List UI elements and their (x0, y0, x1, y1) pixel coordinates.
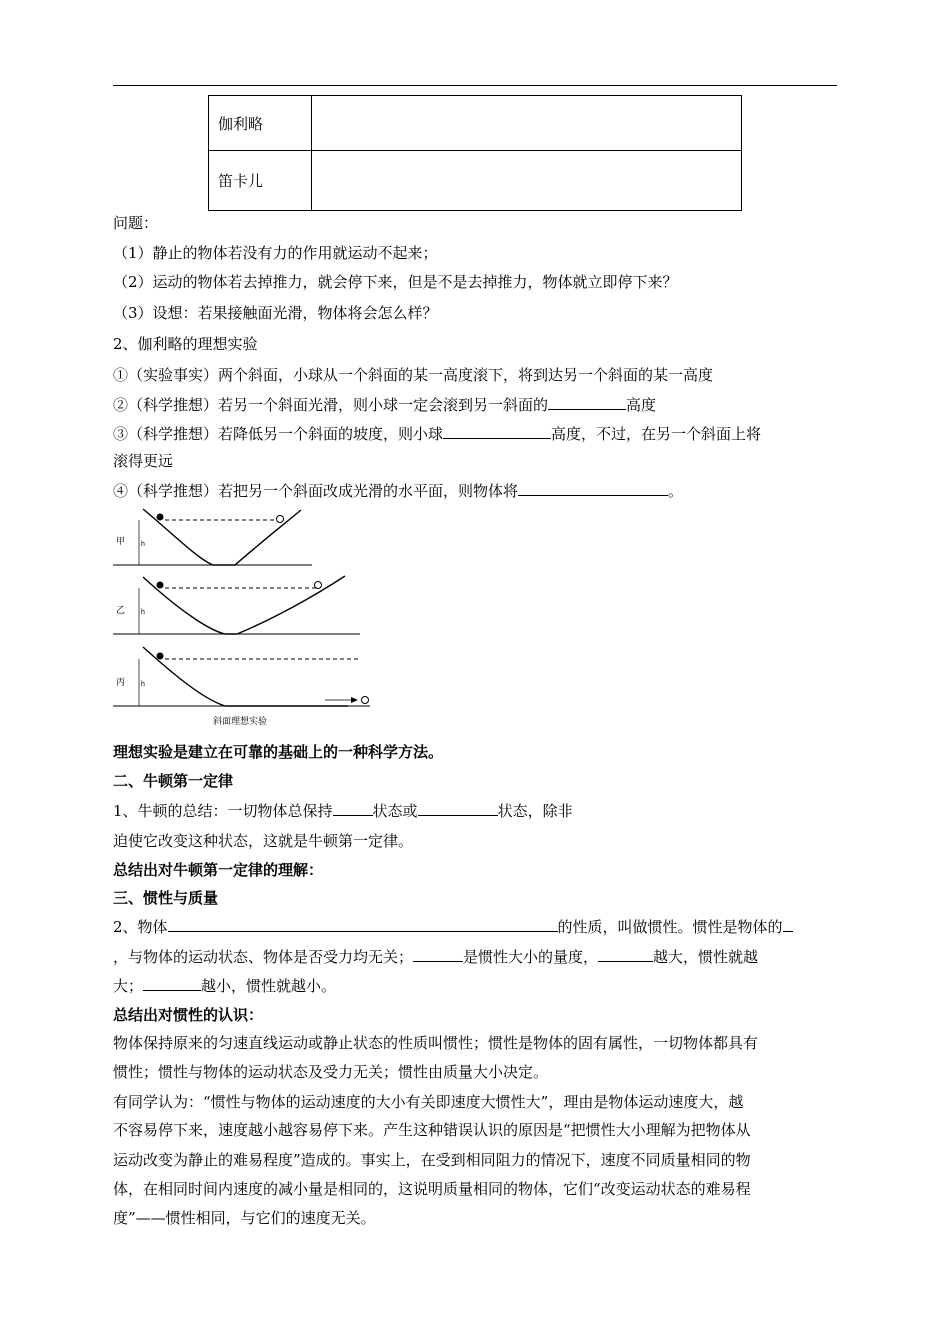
galileo-step-4 (113, 481, 683, 500)
galileo-step-1: ①（实验事实）两个斜面，小球从一个斜面的某一高度滚下，将到达另一个斜面的某一高度 (113, 366, 714, 384)
galileo-step-3-cont: 滚得更远 (113, 452, 174, 470)
table-cell-content (312, 96, 742, 151)
answer-blank[interactable] (418, 801, 498, 816)
galileo-heading: 2、伽利略的理想实验 (113, 335, 258, 353)
question-2: （2）运动的物体若去掉推力，就会停下来，但是不是去掉推力，物体就立即停下来？ (113, 273, 678, 291)
inertia-summary: 总结出对惯性的认识： (113, 1006, 264, 1024)
inertia-paragraph-2-line-2: 不容易停下来，速度越小越容易停下来。产生这种错误认识的原因是“把惯性大小理解为把物体从 (113, 1121, 751, 1139)
newton-line-1 (113, 801, 573, 820)
height-label: h (141, 541, 145, 548)
law-text: 状态，除非 (497, 802, 573, 820)
inertia-paragraph-1-line-2: 惯性；惯性与物体的运动状态及受力无关；惯性由质量大小决定。 (113, 1063, 549, 1081)
galileo-step-2 (113, 395, 656, 414)
inertia-text: 越大，惯性就越 (653, 948, 759, 966)
figure-caption: 斜面理想实验 (213, 716, 268, 726)
question-3: （3）设想：若果接触面光滑，物体将会怎么样？ (113, 304, 438, 322)
height-label: h (141, 681, 145, 688)
ideal-experiment-note: 理想实验是建立在可靠的基础上的一种科学方法。 (113, 743, 444, 761)
step-text: ④（科学推想）若把另一个斜面改成光滑的水平面，则物体将 (113, 482, 519, 500)
ball-icon (157, 582, 164, 589)
panel-bing (113, 647, 370, 706)
answer-blank[interactable] (783, 917, 793, 932)
galileo-step-3 (113, 424, 761, 443)
step-text: ③（科学推想）若降低另一个斜面的坡度，则小球 (113, 425, 444, 443)
inertia-paragraph-1-line-1: 物体保持原来的匀速直线运动或静止状态的性质叫惯性；惯性是物体的固有属性，一切物体都具有 (113, 1034, 759, 1052)
answer-blank[interactable] (413, 947, 463, 962)
inertia-paragraph-2-line-1: 有同学认为：“惯性与物体的运动速度的大小有关即速度大惯性大”，理由是物体运动速度大，越 (113, 1093, 744, 1111)
table-cell-name: 伽利略 (209, 96, 312, 151)
arrow-icon (351, 697, 358, 703)
inertia-paragraph-2-line-4: 体，在相同时间内速度的减小量是相同的，这说明质量相同的物体，它们“改变运动状态的难易程 (113, 1180, 751, 1198)
law-text: 1、牛顿的总结：一切物体总保持 (113, 802, 333, 820)
inertia-text: 2、物体 (113, 918, 168, 936)
step-text: 。 (668, 482, 684, 500)
answer-blank[interactable] (518, 481, 668, 496)
step-text: 高度，不过，在另一个斜面上将 (551, 425, 762, 443)
inertia-text: 是惯性大小的量度， (463, 948, 599, 966)
panel-yi (113, 576, 360, 634)
ball-outline-icon (362, 697, 369, 704)
inertia-text: 越小，惯性就越小。 (201, 977, 337, 995)
answer-blank[interactable] (598, 947, 653, 962)
scientist-table (208, 95, 742, 211)
questions-title: 问题： (113, 214, 159, 232)
inertia-line-3 (113, 976, 336, 995)
table-row (209, 96, 742, 151)
table-cell-content (312, 151, 742, 211)
table-cell-name: 笛卡儿 (209, 151, 312, 211)
ball-icon (157, 514, 164, 521)
step-text: 高度 (626, 396, 657, 414)
table-row (209, 151, 742, 211)
inertia-text: 大； (113, 977, 144, 995)
ball-outline-icon (315, 582, 322, 589)
newton-line-2: 迫使它改变这种状态，这就是牛顿第一定律。 (113, 832, 414, 850)
inclined-plane-figure (113, 504, 375, 730)
ball-icon (157, 653, 164, 660)
panel-jia (113, 509, 312, 565)
answer-blank[interactable] (168, 917, 558, 932)
answer-blank[interactable] (443, 424, 551, 439)
height-label: h (141, 609, 145, 616)
inertia-heading: 三、惯性与质量 (113, 889, 219, 907)
inertia-line-2 (113, 947, 758, 966)
step-text: ②（科学推想）若另一个斜面光滑，则小球一定会滚到另一斜面的 (113, 396, 549, 414)
inertia-paragraph-2-line-5: 度”——惯性相同，与它们的速度无关。 (113, 1209, 376, 1227)
label-jia: 甲 (116, 536, 126, 546)
answer-blank[interactable] (548, 395, 626, 410)
inertia-text: 的性质，叫做惯性。惯性是物体的 (557, 918, 783, 936)
newton-summary: 总结出对牛顿第一定律的理解： (113, 861, 324, 879)
ball-outline-icon (277, 516, 284, 523)
law-text: 状态或 (372, 802, 418, 820)
inertia-text: ，与物体的运动状态、物体是否受力均无关； (113, 948, 414, 966)
inertia-line-1 (113, 917, 793, 936)
header-rule (113, 85, 837, 86)
answer-blank[interactable] (143, 976, 201, 991)
label-yi: 乙 (116, 605, 126, 615)
newton-heading: 二、牛顿第一定律 (113, 772, 234, 790)
label-bing: 丙 (116, 677, 126, 687)
question-1: （1）静止的物体若没有力的作用就运动不起来； (113, 244, 438, 262)
inertia-paragraph-2-line-3: 运动改变为静止的难易程度”造成的。事实上，在受到相同阻力的情况下，速度不同质量相同的物 (113, 1151, 751, 1169)
answer-blank[interactable] (333, 801, 373, 816)
